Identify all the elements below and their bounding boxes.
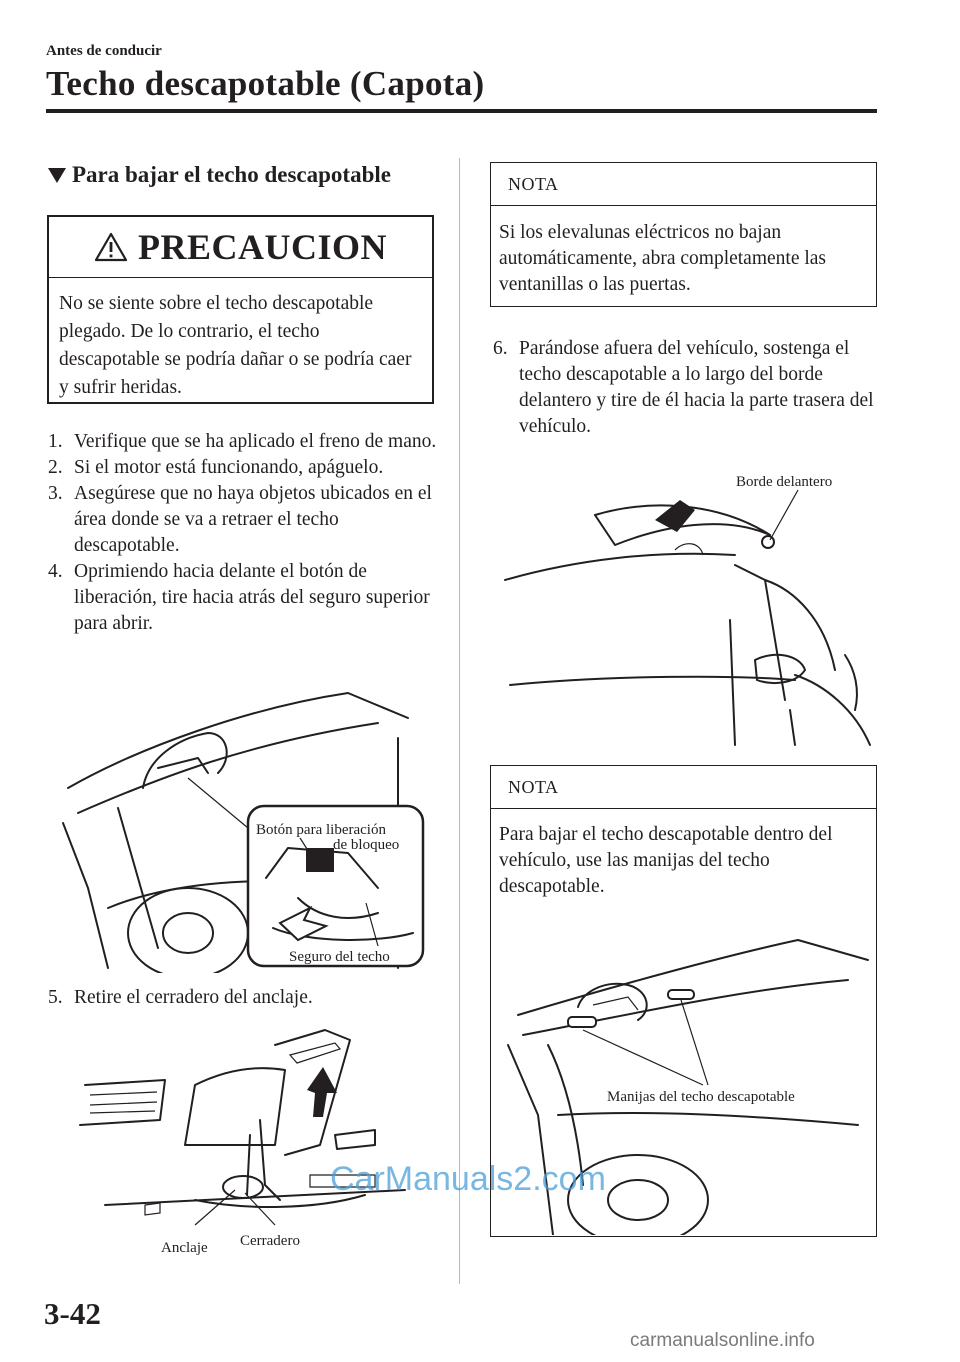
anchor-striker-illustration (75, 1025, 450, 1260)
step-item (493, 336, 883, 440)
steps-list (48, 429, 448, 637)
note-text: Si los elevalunas eléctricos no bajan automáticamente, abra completamente las ventanillas o las puertas. (499, 222, 827, 295)
label-anchor: Anclaje (161, 1240, 208, 1256)
label-roof-handles: Manijas del techo descapotable (607, 1089, 795, 1105)
step-number: 1. (48, 431, 63, 452)
caution-title: PRECAUCION (137, 227, 387, 267)
note-text: Para bajar el techo descapotable dentro del vehículo, use las manijas del techo descapotable. (499, 824, 833, 897)
triangle-bullet-icon (48, 168, 66, 183)
label-release-button-line2: de bloqueo (333, 837, 400, 853)
step-item (48, 429, 448, 455)
step-text: Parándose afuera del vehículo, sostenga el techo descapotable a lo largo del borde delantero y tire de él hacia la parte trasera del vehículo. (519, 338, 874, 437)
page-title: Techo descapotable (Capota) (46, 64, 485, 103)
step-number: 5. (48, 987, 63, 1008)
step-5 (48, 985, 448, 1011)
step-number: 2. (48, 457, 63, 478)
label-striker: Cerradero (240, 1233, 300, 1249)
label-release-button: Botón para liberación (256, 822, 386, 838)
step-item (48, 559, 448, 637)
column-divider (459, 158, 460, 1284)
note-box (490, 162, 877, 307)
caution-text: No se siente sobre el techo descapotable plegado. De lo contrario, el techo descapotable se podría dañar o se podría caer y sufrir heridas. (59, 293, 412, 398)
chapter-heading: Antes de conducir (46, 43, 162, 59)
footer-site: carmanualsonline.info (630, 1330, 815, 1351)
step-item (48, 985, 448, 1011)
step-item (48, 455, 448, 481)
note-header: NOTA (491, 163, 876, 206)
step-text: Asegúrese que no haya objetos ubicados en el área donde se va a retraer el techo descapotable. (74, 483, 432, 556)
step-text: Verifique que se ha aplicado el freno de mano. (74, 431, 437, 452)
page-number: 3-42 (44, 1296, 101, 1331)
step-text: Si el motor está funcionando, apáguelo. (74, 457, 384, 478)
caution-header (49, 217, 432, 278)
title-rule (46, 109, 877, 113)
step-text: Retire el cerradero del anclaje. (74, 987, 313, 1008)
section-title: Para bajar el techo descapotable (72, 162, 391, 187)
label-roof-latch: Seguro del techo (289, 949, 390, 965)
step-item (48, 481, 448, 559)
watermark: CarManuals2.com (330, 1160, 606, 1198)
car-front-edge-illustration (495, 470, 880, 750)
label-front-edge: Borde delantero (736, 474, 833, 490)
note-header: NOTA (491, 766, 876, 809)
caution-box (47, 215, 434, 404)
section-heading (48, 162, 391, 188)
step-6 (493, 336, 883, 440)
step-number: 6. (493, 338, 508, 359)
step-number: 3. (48, 483, 63, 504)
warning-icon (94, 232, 128, 262)
step-number: 4. (48, 561, 63, 582)
step-text: Oprimiendo hacia delante el botón de liberación, tire hacia atrás del seguro superior para abrir. (74, 561, 430, 634)
